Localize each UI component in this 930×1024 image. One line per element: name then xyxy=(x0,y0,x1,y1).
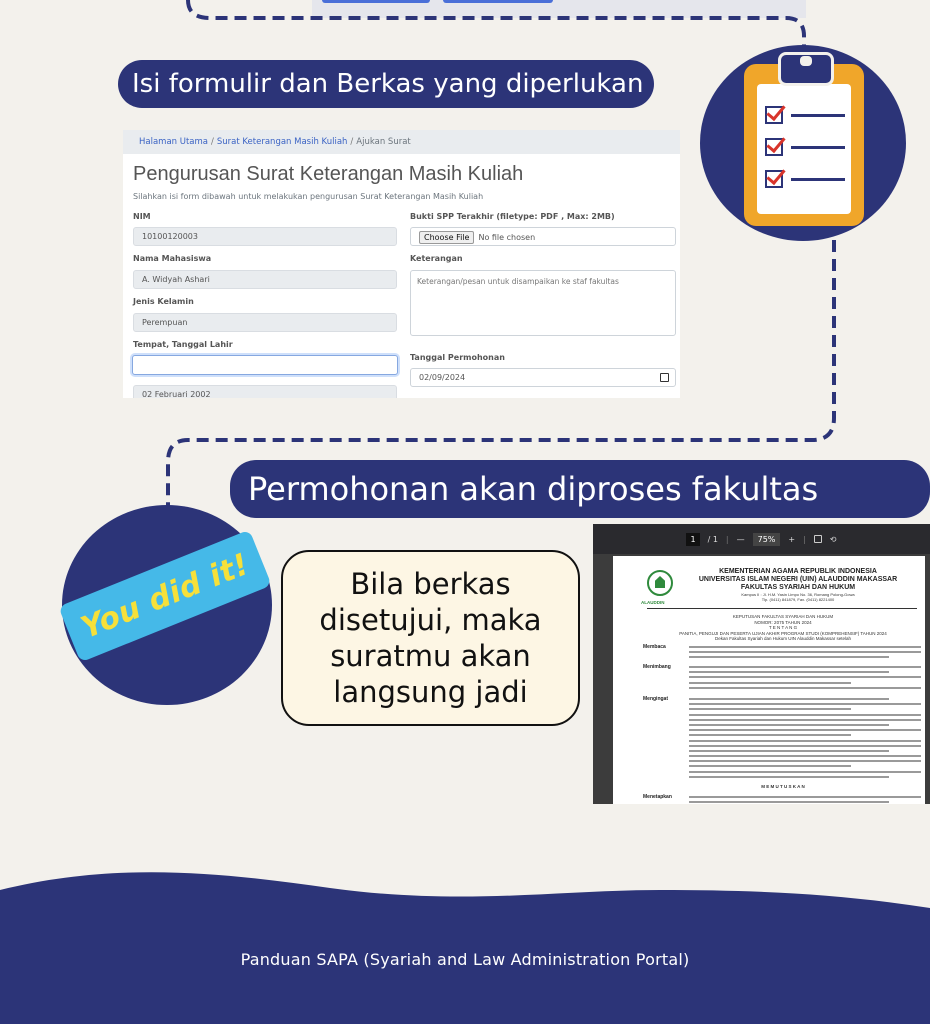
keterangan-textarea[interactable]: Keterangan/pesan untuk disampaikan ke staf fakultas xyxy=(410,270,676,336)
decree-heading xyxy=(643,614,923,642)
decree-number: NOMOR: 2075 TAHUN 2024 xyxy=(754,619,812,625)
checklist-row xyxy=(765,168,845,190)
info-bubble xyxy=(281,550,580,726)
breadcrumb: Halaman Utama / Surat Keterangan Masih Kuliah / Ajukan Surat xyxy=(123,130,680,154)
footer-wave xyxy=(0,860,930,1024)
section-membaca: Membaca xyxy=(643,644,666,650)
decree-title: KEPUTUSAN FAKULTAS SYARIAH DAN HUKUM xyxy=(732,614,834,619)
text-lines xyxy=(689,698,921,781)
tanggal-label: Tanggal Permohonan xyxy=(410,353,505,362)
zoom-in-button[interactable]: + xyxy=(788,534,796,544)
text-lines xyxy=(689,796,921,804)
page-subtitle: Silahkan isi form dibawah untuk melakukan pengurusan Surat Keterangan Masih Kuliah xyxy=(133,192,484,201)
tanggal-date-input[interactable] xyxy=(410,368,676,387)
breadcrumb-section[interactable]: Surat Keterangan Masih Kuliah xyxy=(216,137,348,147)
rotate-icon[interactable]: ⟲ xyxy=(829,534,837,544)
text-lines xyxy=(689,646,921,662)
spp-label: Bukti SPP Terakhir (filetype: PDF , Max: 2MB) xyxy=(410,212,615,221)
pdf-toolbar: 1 / 1 | — 75% + | ⟲ xyxy=(593,524,930,554)
spp-file-input[interactable] xyxy=(410,227,676,246)
checklist-row xyxy=(765,136,845,158)
breadcrumb-home[interactable]: Halaman Utama xyxy=(139,137,209,147)
faculty-name: FAKULTAS SYARIAH DAN HUKUM xyxy=(740,584,856,591)
checkmark-icon xyxy=(765,138,783,156)
nama-field[interactable]: A. Widyah Ashari xyxy=(133,270,397,289)
choose-file-button[interactable]: Choose File xyxy=(419,231,474,244)
form-screenshot xyxy=(123,130,680,398)
step-title-pill xyxy=(230,460,930,518)
address: Kampus II : Jl. H.M. Yasin Limpo No. 36, Romang Polong-Gowa xyxy=(741,592,855,597)
pdf-viewer xyxy=(593,524,930,804)
letterhead-rule xyxy=(647,608,917,609)
badge-text: You did it! xyxy=(76,546,254,646)
page-title: Pengurusan Surat Keterangan Masih Kuliah xyxy=(133,163,524,185)
zoom-out-button[interactable]: — xyxy=(736,534,745,544)
phone: Tlp. (0411) 841879, Fax. (0411) 8221400 xyxy=(761,597,835,602)
section-mengingat: Mengingat xyxy=(643,696,668,702)
breadcrumb-current: Ajukan Surat xyxy=(356,137,411,147)
keterangan-label: Keterangan xyxy=(410,254,463,263)
file-status: No file chosen xyxy=(478,233,536,242)
tanggal-value: 02/09/2024 xyxy=(419,373,466,382)
step-title-pill xyxy=(118,60,654,108)
logo-caption: ALAUDDIN xyxy=(641,600,665,605)
calendar-icon[interactable] xyxy=(660,373,669,382)
gender-label: Jenis Kelamin xyxy=(133,297,194,306)
university-name: UNIVERSITAS ISLAM NEGERI (UIN) ALAUDDIN MAKASSAR xyxy=(698,576,898,583)
birth-label: Tempat, Tanggal Lahir xyxy=(133,340,233,349)
fit-page-icon[interactable] xyxy=(814,535,822,543)
step-title: Permohonan akan diproses fakultas xyxy=(248,470,819,508)
nama-label: Nama Mahasiswa xyxy=(133,254,212,263)
checkmark-icon xyxy=(765,106,783,124)
zoom-level[interactable]: 75% xyxy=(753,533,781,546)
text-lines xyxy=(689,666,921,692)
decree-tentang: T E N T A N G xyxy=(768,625,798,630)
decree-dekan: Dekan Fakultas Syariah dan Hukum UIN Alauddin Makassar setelah xyxy=(714,636,852,641)
letterhead xyxy=(683,568,913,602)
bubble-text: Bila berkas disetujui, maka suratmu akan langsung jadi xyxy=(319,567,542,709)
birth-date-field[interactable]: 02 Februari 2002 xyxy=(133,385,397,398)
decree-subject: PANITIA, PENGUJI DAN PESERTA UJIAN AKHIR PROGRAM STUDI (KOMPREHENSIF) TAHUN 2024 xyxy=(679,630,887,636)
checklist-row xyxy=(765,104,845,126)
nim-label: NIM xyxy=(133,212,151,221)
gender-field[interactable]: Perempuan xyxy=(133,313,397,332)
footer-text: Panduan SAPA (Syariah and Law Administration Portal) xyxy=(240,950,690,969)
ministry-name: KEMENTERIAN AGAMA REPUBLIK INDONESIA xyxy=(719,568,877,575)
birth-place-field[interactable] xyxy=(132,355,398,375)
clipboard-clip-hole xyxy=(800,56,812,66)
page-number-input[interactable]: 1 xyxy=(686,533,699,546)
nim-field[interactable]: 10100120003 xyxy=(133,227,397,246)
section-menetapkan: Menetapkan xyxy=(643,794,672,800)
step-title: Isi formulir dan Berkas yang diperlukan xyxy=(132,69,644,99)
section-menimbang: Menimbang xyxy=(643,664,671,670)
university-logo xyxy=(647,570,673,596)
checkmark-icon xyxy=(765,170,783,188)
page-count: / 1 xyxy=(707,534,718,544)
pdf-page xyxy=(613,556,925,804)
memutuskan: M E M U T U S K A N xyxy=(761,784,805,789)
